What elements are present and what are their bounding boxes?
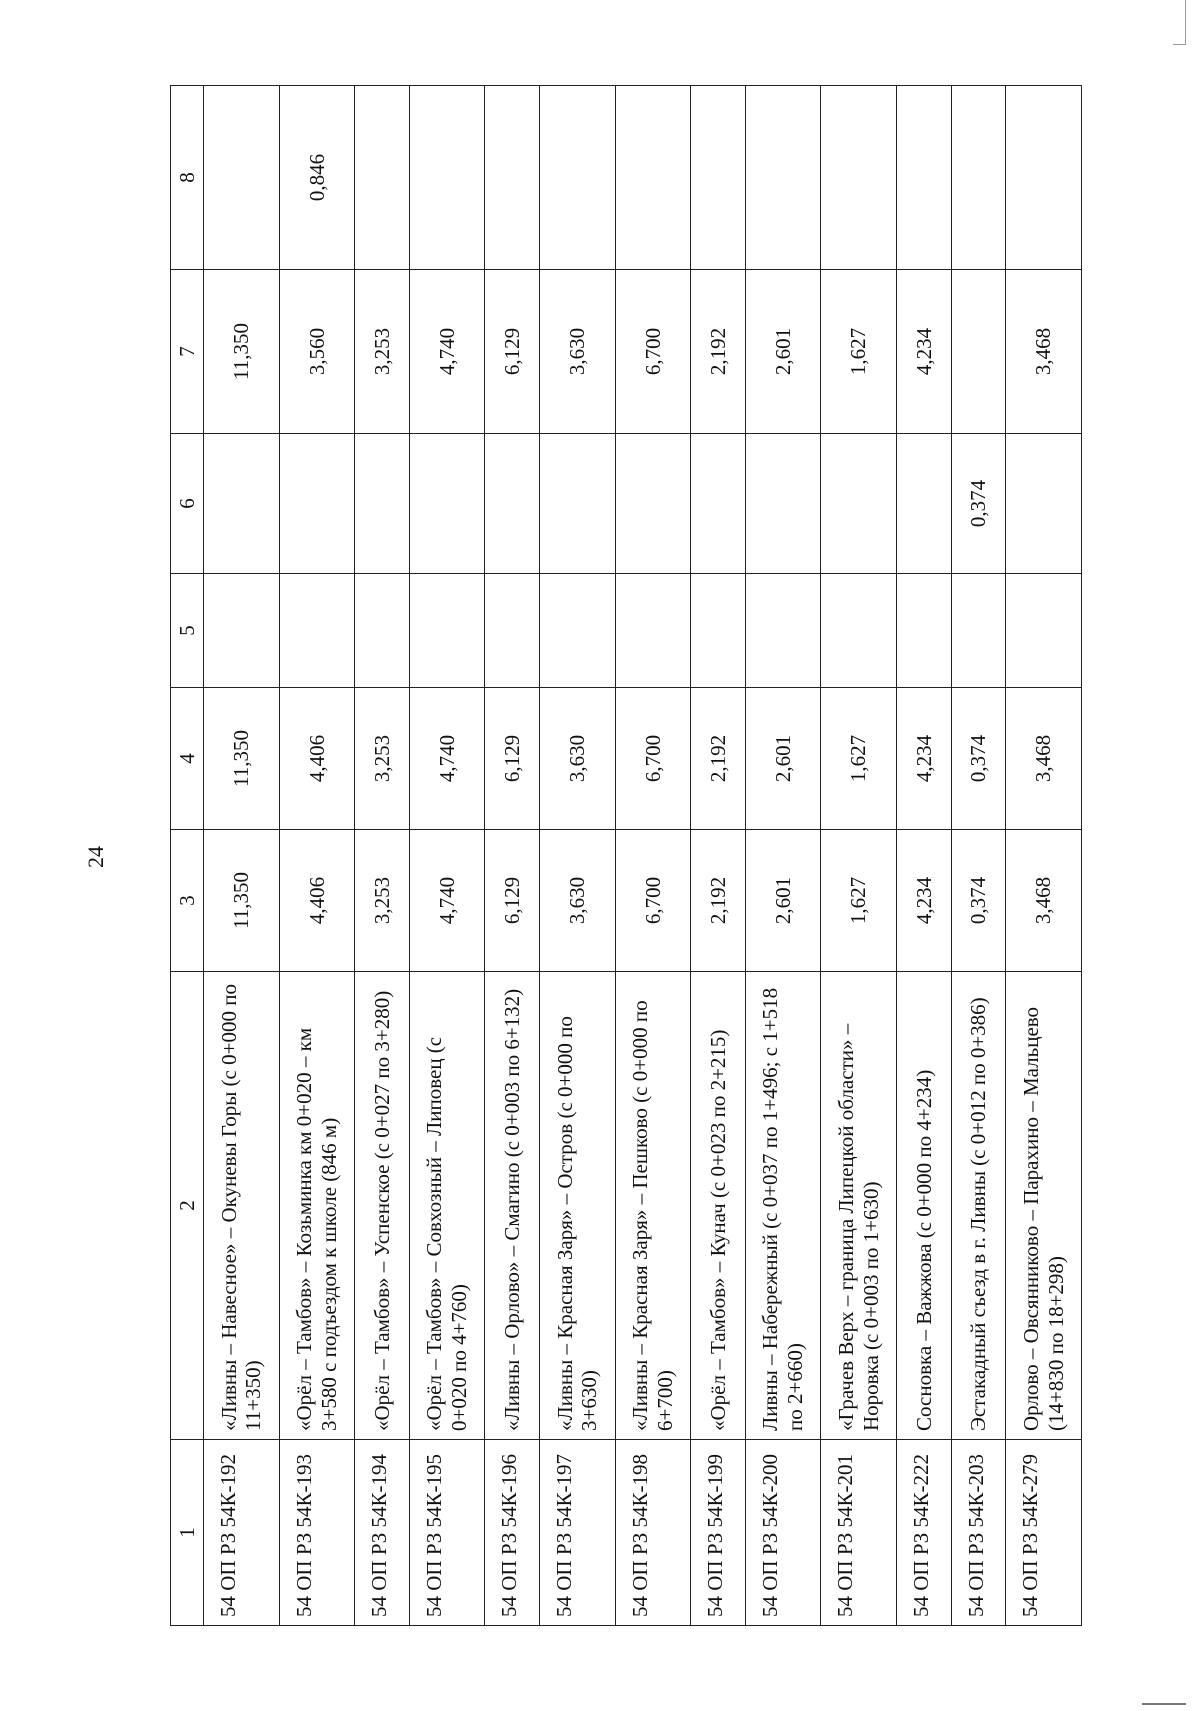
cell-col-5 — [1006, 574, 1082, 688]
cell-col-7: 6,129 — [485, 270, 540, 434]
cell-col-3: 1,627 — [821, 830, 897, 972]
cell-col-1: 54 ОП РЗ 54К-200 — [745, 1440, 821, 1626]
table-body — [171, 86, 1082, 1626]
cell-col-1: 54 ОП РЗ 54К-197 — [540, 1440, 616, 1626]
cell-col-8 — [615, 86, 691, 270]
cell-col-1: 54 ОП РЗ 54К-193 — [279, 1440, 355, 1626]
cell-col-2: «Орёл – Тамбов» – Козьминка км 0+020 – км 3+580 с подъездом к школе (846 м) — [279, 972, 355, 1440]
cell-col-7: 3,468 — [1006, 270, 1082, 434]
cell-col-1: 54 ОП РЗ 54К-279 — [1006, 1440, 1082, 1626]
cell-col-3: 11,350 — [204, 830, 280, 972]
cell-col-7: 3,560 — [279, 270, 355, 434]
cell-col-2: «Ливны – Орлово» – Смагино (с 0+003 по 6+132) — [485, 972, 540, 1440]
header-cell: 2 — [171, 972, 204, 1440]
cell-col-5 — [691, 574, 746, 688]
cell-col-4: 4,740 — [409, 688, 485, 830]
cell-col-7: 1,627 — [821, 270, 897, 434]
cell-col-5 — [355, 574, 410, 688]
cell-col-5 — [485, 574, 540, 688]
cell-col-2: «Грачев Верх – граница Липецкой области» – Норовка (с 0+003 по 1+630) — [821, 972, 897, 1440]
cell-col-6 — [691, 434, 746, 574]
cell-col-3: 4,234 — [897, 830, 952, 972]
edge-mark — [1142, 1703, 1186, 1705]
cell-col-6 — [204, 434, 280, 574]
cell-col-2: «Орёл – Тамбов» – Совхозный – Липовец (с 0+020 по 4+760) — [409, 972, 485, 1440]
cell-col-3: 6,700 — [615, 830, 691, 972]
cell-col-4: 3,253 — [355, 688, 410, 830]
cell-col-2: Эстакадный съезд в г. Ливны (с 0+012 по 0+386) — [951, 972, 1006, 1440]
cell-col-3: 2,601 — [745, 830, 821, 972]
cell-col-3: 2,192 — [691, 830, 746, 972]
cell-col-8 — [355, 86, 410, 270]
cell-col-6 — [355, 434, 410, 574]
page-number: 24 — [83, 846, 108, 868]
cell-col-4: 6,700 — [615, 688, 691, 830]
cell-col-5 — [821, 574, 897, 688]
cell-col-1: 54 ОП РЗ 54К-198 — [615, 1440, 691, 1626]
crop-mark — [1173, 0, 1186, 45]
cell-col-3: 3,253 — [355, 830, 410, 972]
cell-col-1: 54 ОП РЗ 54К-203 — [951, 1440, 1006, 1626]
table-row — [615, 86, 691, 1626]
cell-col-5 — [615, 574, 691, 688]
cell-col-6 — [485, 434, 540, 574]
table-row — [897, 86, 952, 1626]
cell-col-7: 11,350 — [204, 270, 280, 434]
cell-col-6 — [745, 434, 821, 574]
table-row — [540, 86, 616, 1626]
cell-col-6 — [409, 434, 485, 574]
table-row — [821, 86, 897, 1626]
cell-col-4: 2,192 — [691, 688, 746, 830]
cell-col-5 — [951, 574, 1006, 688]
cell-col-3: 4,740 — [409, 830, 485, 972]
cell-col-7: 2,192 — [691, 270, 746, 434]
cell-col-3: 4,406 — [279, 830, 355, 972]
header-cell: 8 — [171, 86, 204, 270]
cell-col-6: 0,374 — [951, 434, 1006, 574]
header-row — [171, 86, 204, 1626]
table-row — [745, 86, 821, 1626]
cell-col-2: «Ливны – Навесное» – Окуневы Горы (с 0+000 по 11+350) — [204, 972, 280, 1440]
rotated-table-wrapper — [170, 86, 1082, 1626]
cell-col-1: 54 ОП РЗ 54К-201 — [821, 1440, 897, 1626]
cell-col-2: Ливны – Набережный (с 0+037 по 1+496; с 1+518 по 2+660) — [745, 972, 821, 1440]
cell-col-6 — [897, 434, 952, 574]
cell-col-4: 11,350 — [204, 688, 280, 830]
cell-col-4: 3,630 — [540, 688, 616, 830]
cell-col-6 — [821, 434, 897, 574]
cell-col-7: 6,700 — [615, 270, 691, 434]
cell-col-5 — [279, 574, 355, 688]
cell-col-1: 54 ОП РЗ 54К-192 — [204, 1440, 280, 1626]
cell-col-8: 0,846 — [279, 86, 355, 270]
cell-col-8 — [540, 86, 616, 270]
cell-col-5 — [897, 574, 952, 688]
roads-table — [170, 85, 1082, 1626]
cell-col-8 — [204, 86, 280, 270]
cell-col-3: 3,468 — [1006, 830, 1082, 972]
cell-col-4: 1,627 — [821, 688, 897, 830]
header-cell: 7 — [171, 270, 204, 434]
cell-col-4: 3,468 — [1006, 688, 1082, 830]
cell-col-7 — [951, 270, 1006, 434]
cell-col-4: 0,374 — [951, 688, 1006, 830]
cell-col-2: «Ливны – Красная Заря» – Пешково (с 0+000 по 6+700) — [615, 972, 691, 1440]
cell-col-4: 4,234 — [897, 688, 952, 830]
cell-col-6 — [279, 434, 355, 574]
cell-col-1: 54 ОП РЗ 54К-195 — [409, 1440, 485, 1626]
cell-col-7: 4,740 — [409, 270, 485, 434]
cell-col-2: Сосновка – Важжова (с 0+000 по 4+234) — [897, 972, 952, 1440]
header-cell: 3 — [171, 830, 204, 972]
cell-col-8 — [951, 86, 1006, 270]
cell-col-6 — [1006, 434, 1082, 574]
cell-col-5 — [540, 574, 616, 688]
header-cell: 1 — [171, 1440, 204, 1626]
cell-col-5 — [409, 574, 485, 688]
table-row — [355, 86, 410, 1626]
cell-col-8 — [1006, 86, 1082, 270]
cell-col-6 — [615, 434, 691, 574]
cell-col-3: 0,374 — [951, 830, 1006, 972]
cell-col-5 — [745, 574, 821, 688]
cell-col-4: 6,129 — [485, 688, 540, 830]
cell-col-1: 54 ОП РЗ 54К-222 — [897, 1440, 952, 1626]
header-cell: 6 — [171, 434, 204, 574]
cell-col-1: 54 ОП РЗ 54К-199 — [691, 1440, 746, 1626]
cell-col-8 — [897, 86, 952, 270]
cell-col-8 — [485, 86, 540, 270]
cell-col-2: «Орёл – Тамбов» – Кунач (с 0+023 по 2+215) — [691, 972, 746, 1440]
cell-col-2: Орлово – Овсянниково – Парахино – Мальцево (14+830 по 18+298) — [1006, 972, 1082, 1440]
cell-col-6 — [540, 434, 616, 574]
cell-col-2: «Ливны – Красная Заря» – Остров (с 0+000 по 3+630) — [540, 972, 616, 1440]
cell-col-8 — [821, 86, 897, 270]
cell-col-7: 3,253 — [355, 270, 410, 434]
table-row — [951, 86, 1006, 1626]
cell-col-3: 6,129 — [485, 830, 540, 972]
header-cell: 5 — [171, 574, 204, 688]
cell-col-4: 2,601 — [745, 688, 821, 830]
table-row — [279, 86, 355, 1626]
table-row — [485, 86, 540, 1626]
cell-col-8 — [745, 86, 821, 270]
cell-col-3: 3,630 — [540, 830, 616, 972]
cell-col-5 — [204, 574, 280, 688]
table-row — [1006, 86, 1082, 1626]
cell-col-8 — [691, 86, 746, 270]
cell-col-7: 2,601 — [745, 270, 821, 434]
cell-col-1: 54 ОП РЗ 54К-194 — [355, 1440, 410, 1626]
header-cell: 4 — [171, 688, 204, 830]
table-row — [691, 86, 746, 1626]
cell-col-2: «Орёл – Тамбов» – Успенское (с 0+027 по 3+280) — [355, 972, 410, 1440]
cell-col-7: 3,630 — [540, 270, 616, 434]
cell-col-4: 4,406 — [279, 688, 355, 830]
cell-col-7: 4,234 — [897, 270, 952, 434]
table-row — [409, 86, 485, 1626]
cell-col-8 — [409, 86, 485, 270]
table-row — [204, 86, 280, 1626]
cell-col-1: 54 ОП РЗ 54К-196 — [485, 1440, 540, 1626]
